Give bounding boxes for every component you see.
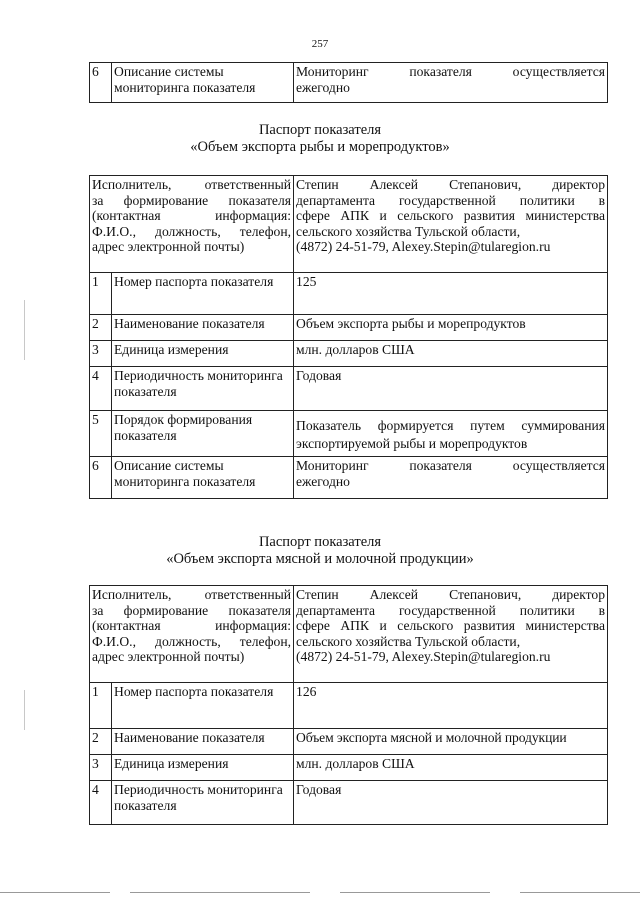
row-number: 1 <box>90 273 112 315</box>
passport-table-fish <box>89 175 608 499</box>
heading-line: «Объем экспорта мясной и молочной продукции» <box>166 551 474 567</box>
value-line: департамента государственной политики в <box>296 192 606 208</box>
passport-heading <box>0 534 640 568</box>
row-number: 6 <box>90 457 112 499</box>
row-value: Объем экспорта мясной и молочной продукции <box>294 729 608 755</box>
value-line: ежегодно <box>296 473 350 489</box>
value-line: сельского хозяйства Тульской области, <box>296 223 521 239</box>
label-line: (контактная информация: <box>92 208 292 223</box>
label-line: адрес электронной почты) <box>92 239 245 254</box>
scan-bottom-line <box>0 892 110 893</box>
label-line: за формирование показателя <box>92 602 292 618</box>
executor-label <box>90 176 294 273</box>
row-label: Периодичность мониторинга показателя <box>112 367 294 411</box>
table-row <box>90 315 608 341</box>
row-label: Описание системы мониторинга показателя <box>112 457 294 499</box>
row-label: Наименование показателя <box>112 315 294 341</box>
row-label: Периодичность мониторинга показателя <box>112 781 294 825</box>
value-line: Степин Алексей Степанович, директор <box>296 177 606 192</box>
row-value <box>294 63 608 103</box>
label-line: за формирование показателя <box>92 192 292 208</box>
row-number: 3 <box>90 341 112 367</box>
heading-line: Паспорт показателя <box>258 534 382 550</box>
table-row <box>90 586 608 683</box>
row-value: Объем экспорта рыбы и морепродуктов <box>294 315 608 341</box>
table-row <box>90 63 608 103</box>
label-line: Исполнитель, ответственный <box>92 587 292 602</box>
row-number: 4 <box>90 781 112 825</box>
row-value: Годовая <box>294 781 608 825</box>
value-line: Мониторинг показателя осуществляется <box>296 64 605 79</box>
label-line: Исполнитель, ответственный <box>92 177 292 192</box>
value-line: (4872) 24-51-79, Alexey.Stepin@tularegion.ru <box>296 649 551 664</box>
page-number: 257 <box>311 38 329 50</box>
value-line: Степин Алексей Степанович, директор <box>296 587 606 602</box>
scan-margin-mark <box>24 300 25 360</box>
table-row <box>90 755 608 781</box>
table-row <box>90 367 608 411</box>
label-line: адрес электронной почты) <box>92 649 245 664</box>
value-line: сельского хозяйства Тульской области, <box>296 633 521 649</box>
table-row <box>90 457 608 499</box>
heading-line: Паспорт показателя <box>258 122 382 138</box>
row-number: 4 <box>90 367 112 411</box>
row-value: Показатель формируется путем суммирования экспортируемой рыбы и морепродуктов <box>294 411 608 457</box>
value-line: сфере АПК и сельского развития министерства <box>296 208 606 223</box>
row-number: 2 <box>90 315 112 341</box>
row-label: Номер паспорта показателя <box>112 273 294 315</box>
table-row <box>90 273 608 315</box>
row-label: Описание системы мониторинга показателя <box>112 63 294 103</box>
executor-value <box>294 586 608 683</box>
row-number: 6 <box>90 63 112 103</box>
label-line: Ф.И.О., должность, телефон, <box>92 223 292 239</box>
top-fragment-table <box>89 62 608 103</box>
scan-bottom-line <box>130 892 310 893</box>
heading-line: «Объем экспорта рыбы и морепродуктов» <box>190 139 450 155</box>
row-value <box>294 457 608 499</box>
row-value: 125 <box>294 273 608 315</box>
row-value: 126 <box>294 683 608 729</box>
row-label: Единица измерения <box>112 341 294 367</box>
row-label: Наименование показателя <box>112 729 294 755</box>
row-number: 1 <box>90 683 112 729</box>
scan-bottom-line <box>340 892 490 893</box>
value-line: (4872) 24-51-79, Alexey.Stepin@tularegion.ru <box>296 239 551 254</box>
executor-label <box>90 586 294 683</box>
table-row <box>90 781 608 825</box>
row-label: Номер паспорта показателя <box>112 683 294 729</box>
label-line: (контактная информация: <box>92 618 292 633</box>
scan-margin-mark <box>24 690 25 730</box>
label-line: Ф.И.О., должность, телефон, <box>92 633 292 649</box>
scan-bottom-line <box>520 892 640 893</box>
table-row <box>90 729 608 755</box>
value-line: ежегодно <box>296 79 350 95</box>
row-value: Годовая <box>294 367 608 411</box>
row-value: млн. долларов США <box>294 341 608 367</box>
table-row <box>90 176 608 273</box>
table-row <box>90 411 608 457</box>
executor-value <box>294 176 608 273</box>
row-label: Единица измерения <box>112 755 294 781</box>
passport-heading <box>0 122 640 156</box>
value-line: сфере АПК и сельского развития министерства <box>296 618 606 633</box>
passport-table-meat <box>89 585 608 825</box>
table-row <box>90 683 608 729</box>
row-label: Порядок формирования показателя <box>112 411 294 457</box>
value-line: Мониторинг показателя осуществляется <box>296 458 606 473</box>
row-number: 2 <box>90 729 112 755</box>
row-value: млн. долларов США <box>294 755 608 781</box>
row-number: 3 <box>90 755 112 781</box>
table-row <box>90 341 608 367</box>
row-number: 5 <box>90 411 112 457</box>
value-line: департамента государственной политики в <box>296 602 606 618</box>
